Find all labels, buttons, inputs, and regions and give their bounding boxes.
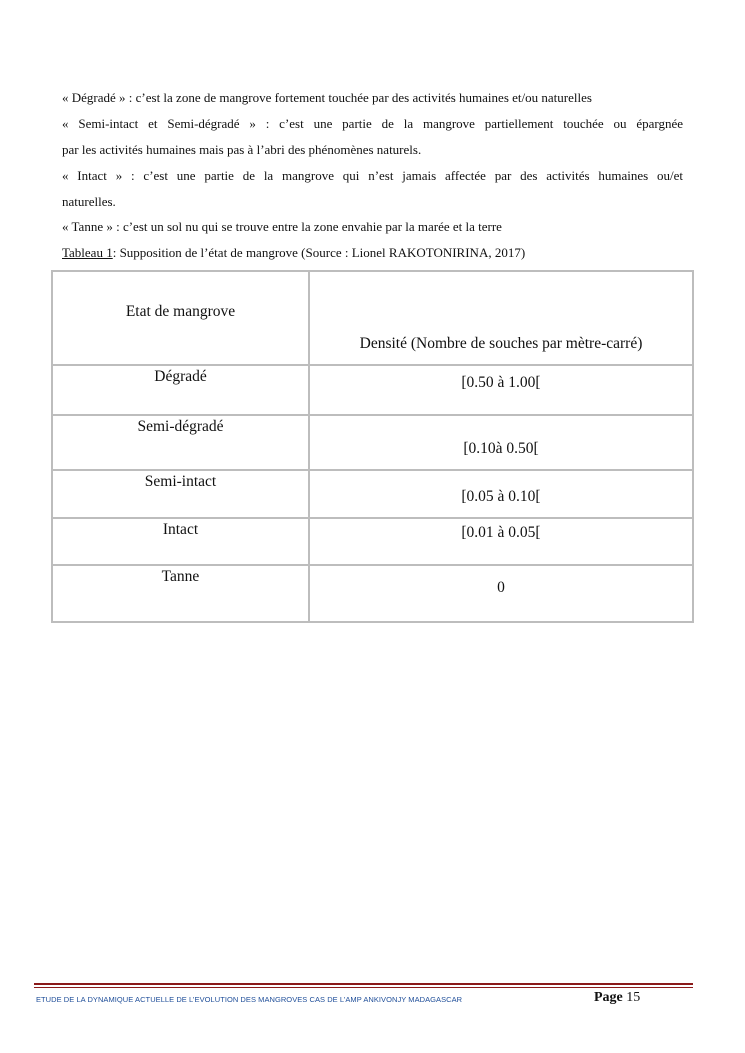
page-label: Page [594,990,623,1005]
state-semi-degrade: Semi-dégradé [137,418,224,435]
table-row [52,470,693,518]
page-number [594,990,640,1006]
table-row [52,565,693,622]
state-semi-intact: Semi-intact [144,473,217,490]
mangrove-state-table [51,270,694,623]
state-degrade: Dégradé [154,368,207,385]
table-cell-density [309,415,693,470]
header-density-label: Densité (Nombre de souches par mètre-carré) [359,335,643,352]
density-tanne: 0 [497,579,505,596]
table-cell-state [52,470,309,518]
definition-degrade: « Dégradé » : c’est la zone de mangrove fortement touchée par des activités humaines et/ou naturelles [62,90,592,105]
table-cell-state [52,565,309,622]
table-row [52,518,693,565]
table-cell-state [52,415,309,470]
table-cell-state [52,365,309,415]
table-caption-text: : Supposition de l’état de mangrove (Source : Lionel RAKOTONIRINA, 2017) [112,245,526,260]
table-cell-density [309,565,693,622]
definition-intact-line-2: naturelles. [62,194,116,209]
definition-intact-line-1: « Intact » : c’est une partie de la mangrove qui n’est jamais affectée par des activités humaines ou/et [62,168,683,183]
density-intact: [0.01 à 0.05[ [461,524,541,541]
header-state-label: Etat de mangrove [125,303,236,320]
footer-rule-thick [34,983,693,985]
table-caption-label: Tableau 1 [62,245,113,260]
footer-rule-thin [34,987,693,988]
table-cell-density [309,365,693,415]
table-row [52,365,693,415]
definition-tanne: « Tanne » : c’est un sol nu qui se trouve entre la zone envahie par la marée et la terre [62,219,502,234]
density-degrade: [0.50 à 1.00[ [461,374,541,391]
definition-semi-line-1: « Semi-intact et Semi-dégradé » : c’est une partie de la mangrove partiellement touchée ou épargnée [62,116,683,131]
state-intact: Intact [162,521,199,538]
density-semi-degrade: [0.10à 0.50[ [463,440,539,457]
table-header-row [52,271,693,365]
table-cell-density [309,470,693,518]
footer-running-title: ETUDE DE LA DYNAMIQUE ACTUELLE DE L’EVOLUTION DES MANGROVES CAS DE L’AMP ANKIVONJY MADAGASCAR [36,995,463,1004]
page-number-value: 15 [626,990,641,1005]
table-cell-state [52,518,309,565]
density-semi-intact: [0.05 à 0.10[ [461,488,541,505]
definition-semi-line-2: par les activités humaines mais pas à l’abri des phénomènes naturels. [62,142,422,157]
header-cell-state [52,271,309,365]
table-cell-density [309,518,693,565]
state-tanne: Tanne [161,568,200,585]
table-caption [62,240,525,266]
header-cell-density [309,271,693,365]
table-row [52,415,693,470]
